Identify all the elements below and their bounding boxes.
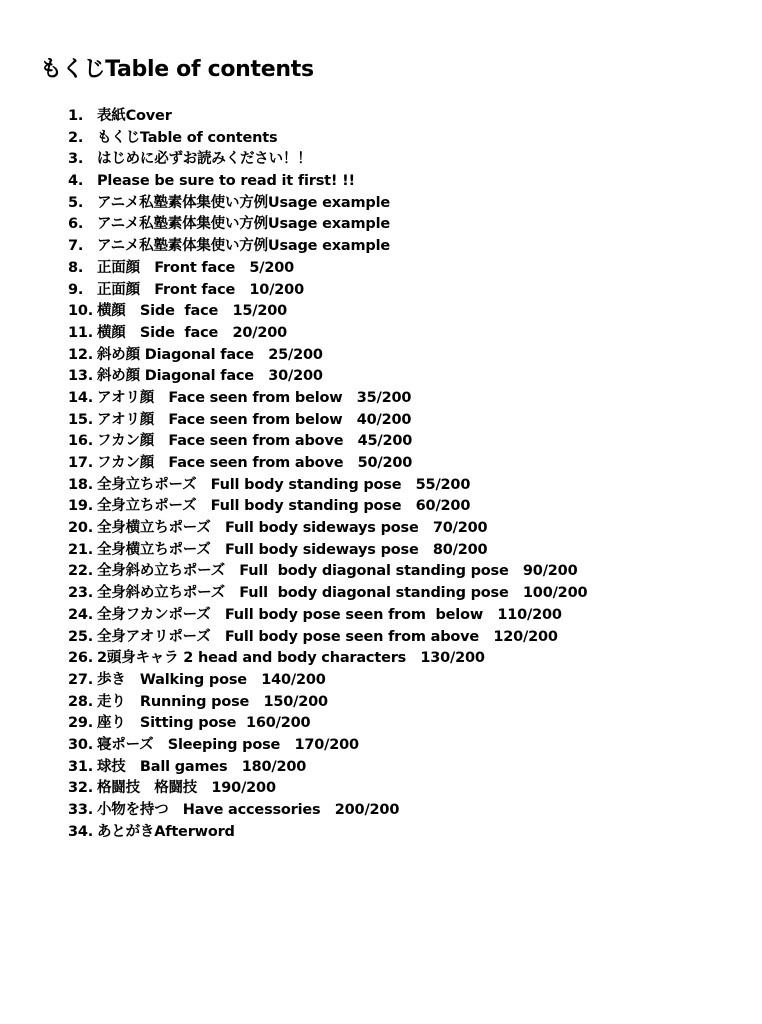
toc-item-text: アニメ私塾素体集使い方例Usage example — [97, 238, 390, 255]
toc-item-number: 23. — [68, 585, 94, 602]
toc-item — [68, 540, 587, 562]
toc-item-number: 29. — [68, 715, 94, 732]
toc-item-number: 2. — [68, 129, 84, 146]
toc-item-text: 歩き Walking pose 140/200 — [97, 671, 326, 688]
toc-item-text: フカン顔 Face seen from above 50/200 — [97, 455, 413, 471]
toc-item — [68, 453, 587, 475]
toc-item-number: 26. — [68, 650, 94, 667]
toc-item-text: 球技 Ball games 180/200 — [97, 758, 307, 775]
toc-item-text: 表紙Cover — [97, 108, 172, 124]
toc-item-number: 22. — [68, 563, 94, 580]
toc-item — [68, 518, 587, 540]
toc-item-number: 8. — [68, 259, 84, 276]
toc-item-number: 13. — [68, 368, 94, 385]
toc-item-text: 全身横立ちポーズ Full body sideways pose 70/200 — [97, 520, 488, 537]
toc-item-text: アニメ私塾素体集使い方例Usage example — [97, 216, 390, 233]
toc-item — [68, 301, 587, 323]
toc-item-text: 横顔 Side face 20/200 — [97, 324, 287, 341]
toc-item-number: 20. — [68, 520, 94, 537]
toc-item — [68, 214, 587, 236]
toc-item-text: アオリ顔 Face seen from below 40/200 — [97, 411, 412, 428]
toc-item-text: 全身横立ちポーズ Full body sideways pose 80/200 — [97, 541, 488, 558]
toc-item — [68, 149, 587, 171]
toc-item — [68, 670, 587, 692]
toc-item-number: 34. — [68, 823, 94, 840]
toc-item — [68, 323, 587, 345]
toc-item — [68, 193, 587, 215]
toc-item-number: 21. — [68, 541, 94, 558]
toc-item — [68, 561, 587, 583]
toc-item — [68, 713, 587, 735]
toc-item-text: 座り Sitting pose 160/200 — [97, 715, 311, 732]
toc-item-text: 全身立ちポーズ Full body standing pose 55/200 — [97, 476, 471, 493]
toc-item — [68, 605, 587, 627]
toc-item — [68, 735, 587, 757]
toc-item — [68, 258, 587, 280]
toc-item-number: 25. — [68, 628, 94, 645]
toc-item-text: 全身立ちポーズ Full body standing pose 60/200 — [97, 498, 471, 515]
toc-item-number: 27. — [68, 671, 94, 688]
toc-item — [68, 822, 587, 844]
toc-item — [68, 757, 587, 779]
toc-item — [68, 388, 587, 410]
toc-item-number: 6. — [68, 216, 84, 233]
toc-item — [68, 280, 587, 302]
page-title: もくじTable of contents — [40, 57, 314, 82]
toc-item-text: 正面顔 Front face 10/200 — [97, 281, 304, 298]
toc-item-number: 1. — [68, 108, 84, 124]
toc-item-number: 31. — [68, 758, 94, 775]
table-of-contents-list — [68, 106, 587, 843]
toc-item — [68, 800, 587, 822]
toc-item-text: 走り Running pose 150/200 — [97, 693, 328, 710]
toc-item — [68, 106, 587, 128]
toc-item-text: アオリ顔 Face seen from below 35/200 — [97, 389, 412, 406]
toc-item-number: 12. — [68, 346, 94, 363]
toc-item-number: 4. — [68, 173, 84, 190]
toc-item-text: はじめに必ずお読みください！！ — [97, 151, 312, 168]
toc-item-text: 横顔 Side face 15/200 — [97, 303, 287, 320]
toc-item-text: アニメ私塾素体集使い方例Usage example — [97, 194, 390, 211]
toc-item-number: 15. — [68, 411, 94, 428]
toc-item-number: 7. — [68, 238, 84, 255]
toc-item — [68, 410, 587, 432]
toc-item-number: 33. — [68, 802, 94, 818]
toc-item-text: 全身斜め立ちポーズ Full body diagonal standing pose 100/200 — [97, 585, 588, 602]
toc-item — [68, 431, 587, 453]
toc-item — [68, 692, 587, 714]
toc-item-text: あとがきAfterword — [97, 823, 235, 840]
toc-item — [68, 345, 587, 367]
toc-item-text: フカン顔 Face seen from above 45/200 — [97, 433, 413, 450]
toc-item-text: 全身アオリポーズ Full body pose seen from above 120/200 — [97, 628, 558, 645]
toc-item-text: 正面顔 Front face 5/200 — [97, 259, 295, 276]
toc-item-number: 19. — [68, 498, 94, 515]
toc-item — [68, 366, 587, 388]
toc-item-text: 斜め顔 Diagonal face 25/200 — [97, 346, 323, 363]
toc-item-text: 斜め顔 Diagonal face 30/200 — [97, 368, 323, 385]
toc-item — [68, 128, 587, 150]
toc-item-number: 32. — [68, 780, 94, 797]
toc-item — [68, 496, 587, 518]
toc-item — [68, 583, 587, 605]
toc-item — [68, 648, 587, 670]
toc-item-number: 30. — [68, 736, 94, 753]
toc-item-number: 5. — [68, 194, 84, 211]
toc-item-text: 全身フカンポーズ Full body pose seen from below 110/200 — [97, 606, 562, 623]
toc-item-number: 14. — [68, 389, 94, 406]
toc-item — [68, 778, 587, 800]
toc-item-number: 18. — [68, 476, 94, 493]
toc-item-number: 24. — [68, 606, 94, 623]
toc-item-number: 28. — [68, 693, 94, 710]
toc-item — [68, 236, 587, 258]
toc-item-number: 3. — [68, 151, 84, 168]
toc-item-text: 2頭身キャラ 2 head and body characters 130/200 — [97, 650, 485, 667]
toc-item-text: 寝ポーズ Sleeping pose 170/200 — [97, 736, 359, 753]
toc-item-number: 16. — [68, 433, 94, 450]
toc-item-text: 全身斜め立ちポーズ Full body diagonal standing pose 90/200 — [97, 563, 578, 580]
toc-item — [68, 475, 587, 497]
toc-item-text: 格闘技 格闘技 190/200 — [97, 780, 276, 797]
toc-item-number: 10. — [68, 303, 94, 320]
toc-item-number: 17. — [68, 455, 94, 471]
toc-item-text: 小物を持つ Have accessories 200/200 — [97, 802, 400, 818]
toc-item-number: 11. — [68, 324, 94, 341]
toc-item-text: もくじTable of contents — [97, 129, 278, 146]
toc-item — [68, 171, 587, 193]
toc-item-number: 9. — [68, 281, 84, 298]
toc-item — [68, 627, 587, 649]
toc-item-text: Please be sure to read it first! !! — [97, 173, 355, 190]
